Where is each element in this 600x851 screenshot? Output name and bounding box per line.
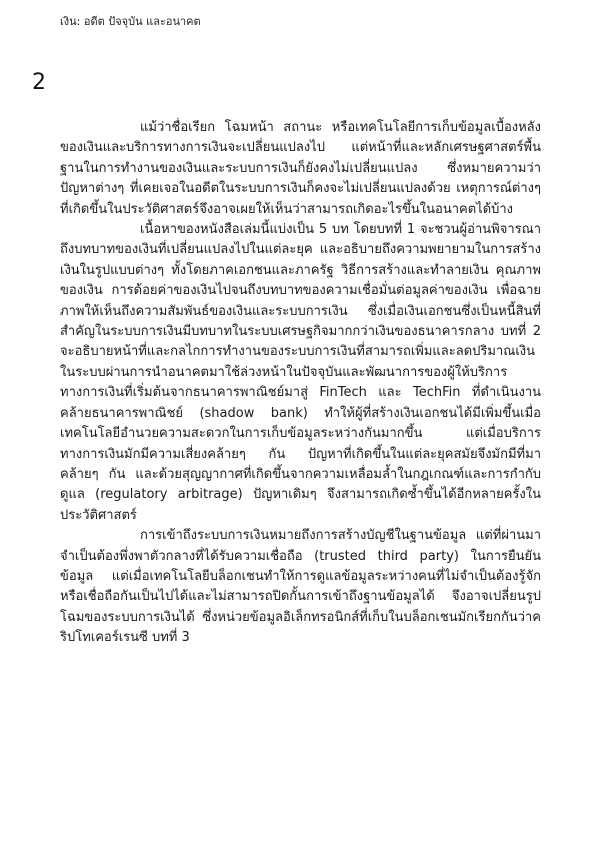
paragraph: แม้ว่าชื่อเรียก โฉมหน้า สถานะ หรือเทคโนโลยีการเก็บข้อมูลเบื้องหลังของเงินและบริการทางการเงินจะเปลี่ยนแปลงไป แต่หน้าที่และหลักเศรษฐศาสตร์พื้นฐานในการทำงานของเงินและระบบการเงินก็ยังคงไม่เปลี่ยนแปลง ซึ่งหมายความว่าปัญหาต่างๆ ที่เคยเจอในอดีตในระบบการเงินก็คงจะไม่เปลี่ยนแปลงด้วย เหตุการณ์ต่างๆ ที่เกิดขึ้นในประวัติศาสตร์จึงอาจเผยให้เห็นว่าสามารถเกิดอะไรขึ้นในอนาคตได้บ้าง [60,120,541,217]
paragraph: การเข้าถึงระบบการเงินหมายถึงการสร้างบัญชีในฐานข้อมูล แต่ที่ผ่านมาจำเป็นต้องพึ่งพาตัวกลางที่ได้รับความเชื่อถือ (trusted third party) ในการยืนยันข้อมูล แต่เมื่อเทคโนโลยีบล็อกเชนทำให้การดูแลข้อมูลระหว่างคนที่ไม่จำเป็นต้องรู้จักหรือเชื่อถือกันเป็นไปได้และไม่สามารถปิดกั้นการเข้าถึงฐานข้อมูลได้ จึงอาจเปลี่ยนรูปโฉมของระบบการเงินได้ ซึ่งหน่วยข้อมูลอิเล็กทรอนิกส์ที่เก็บในบล็อกเชนมักเรียกกันว่าคริปโทเคอร์เรนซี บทที่ 3 [60,528,541,646]
running-header: เงิน: อดีต ปัจจุบัน และอนาคต [60,15,201,28]
paragraph: เนื้อหาของหนังสือเล่มนี้แบ่งเป็น 5 บท โดยบทที่ 1 จะชวนผู้อ่านพิจารณาถึงบทบาทของเงินที่เปลี่ยนแปลงไปในแต่ละยุค และอธิบายถึงความพยายามในการสร้างเงินในรูปแบบต่างๆ ทั้งโดยภาคเอกชนและภาครัฐ วิธีการสร้างและทำลายเงิน คุณภาพของเงิน การด้อยค่าของเงินไปจนถึงบทบาทของความเชื่อมั่นต่อมูลค่าของเงิน เพื่อฉายภาพให้เห็นถึงความสัมพันธ์ของเงินและระบบการเงิน ซึ่งเมื่อเงินเอกชนซึ่งเป็นหนี้สินที่สำคัญในระบบการเงินมีบทบาทในระบบเศรษฐกิจมากกว่าเงินของธนาคารกลาง บทที่ 2 จะอธิบายหน้าที่และกลไกการทำงานของระบบการเงินที่สามารถเพิ่มและลดปริมาณเงินในระบบผ่านการนำอนาคตมาใช้ล่วงหน้าในปัจจุบันและพัฒนาการของผู้ให้บริการทางการเงินที่เริ่มต้นจากธนาคารพาณิชย์มาสู่ FinTech และ TechFin ที่ดำเนินงานคล้ายธนาคารพาณิชย์ (shadow bank) ทำให้ผู้ที่สร้างเงินเอกชนได้มีเพิ่มขึ้นเมื่อเทคโนโลยีอำนวยความสะดวกในการเก็บข้อมูลระหว่างกันมากขึ้น แต่เมื่อบริการทางการเงินมักมีความเสี่ยงคล้ายๆ กัน ปัญหาที่เกิดขึ้นในแต่ละยุคสมัยจึงมักมีที่มาคล้ายๆ กัน และด้วยสุญญากาศที่เกิดขึ้นจากความเหลื่อมล้ำในกฎเกณฑ์และการกำกับดูแล (regulatory arbitrage) ปัญหาเดิมๆ จึงสามารถเกิดซ้ำขึ้นได้อีกหลายครั้งในประวัติศาสตร์ [60,222,541,523]
page-number: 2 [32,70,46,95]
body-text [60,118,541,649]
